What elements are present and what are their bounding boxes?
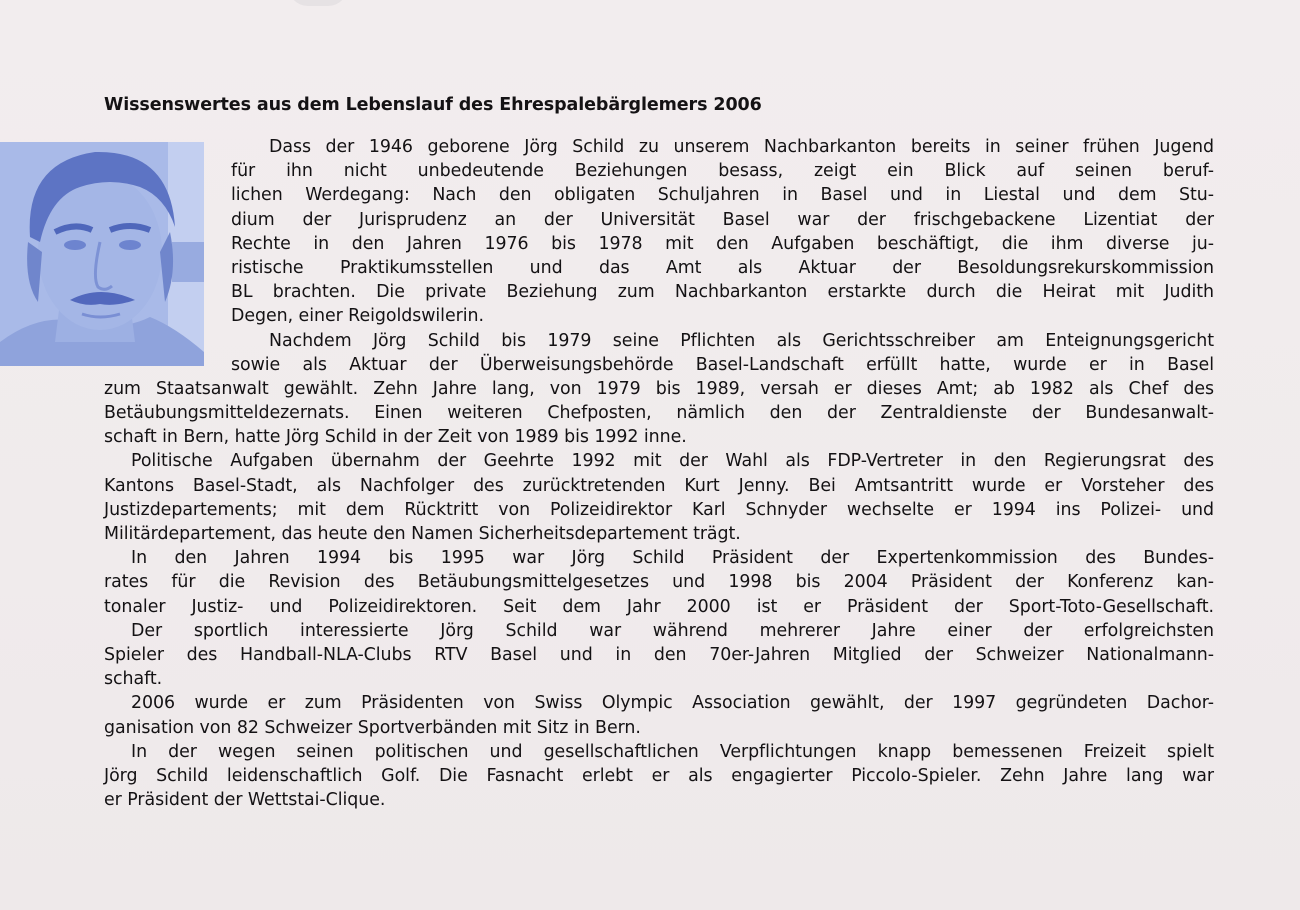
text-line: rates für die Revision des Betäubungsmittelgesetzes und 1998 bis 2004 Präsident der Konferenz kan- (104, 572, 1214, 593)
text-line: er Präsident der Wettstai-Clique. (104, 790, 386, 811)
text-line: Nachdem Jörg Schild bis 1979 seine Pflichten als Gerichtsschreiber am Enteignungsgericht (269, 330, 1214, 351)
text-line: sowie als Aktuar der Überweisungsbehörde Basel-Landschaft erfüllt hatte, wurde er in Basel (231, 354, 1214, 375)
text-line: Der sportlich interessierte Jörg Schild war während mehrerer Jahre einer der erfolgreichsten (131, 620, 1214, 641)
text-line: tonaler Justiz- und Polizeidirektoren. Seit dem Jahr 2000 ist er Präsident der Sport-Toto-Gesellschaft. (104, 596, 1214, 617)
text-line: Rechte in den Jahren 1976 bis 1978 mit den Aufgaben beschäftigt, die ihm diverse ju- (231, 233, 1214, 254)
text-line: schaft in Bern, hatte Jörg Schild in der Zeit von 1989 bis 1992 inne. (104, 427, 687, 448)
text-line: Jörg Schild leidenschaftlich Golf. Die Fasnacht erlebt er als engagierter Piccolo-Spieler. Zehn Jahre lang war (104, 765, 1214, 786)
text-line: In der wegen seinen politischen und gesellschaftlichen Verpflichtungen knapp bemessenen Freizeit spielt (131, 741, 1214, 762)
text-line: 2006 wurde er zum Präsidenten von Swiss Olympic Association gewählt, der 1997 gegründeten Dachor- (131, 693, 1214, 714)
text-line: lichen Werdegang: Nach den obligaten Schuljahren in Basel und in Liestal und dem Stu- (231, 185, 1214, 206)
text-line: zum Staatsanwalt gewählt. Zehn Jahre lang, von 1979 bis 1989, versah er dieses Amt; ab 1982 als Chef des (104, 378, 1214, 399)
text-line: Betäubungsmitteldezernats. Einen weiteren Chefposten, nämlich den der Zentraldienste der Bundesanwalt- (104, 403, 1214, 424)
text-line: Militärdepartement, das heute den Namen Sicherheitsdepartement trägt. (104, 524, 741, 544)
text-line: Dass der 1946 geborene Jörg Schild zu unserem Nachbarkanton bereits in seiner frühen Jugend (269, 137, 1214, 157)
text-line: Degen, einer Reigoldswilerin. (231, 306, 484, 327)
page-corner-mark (288, 0, 348, 6)
text-line: Kantons Basel-Stadt, als Nachfolger des zurücktretenden Kurt Jenny. Bei Amtsantritt wurde er Vorsteher des (104, 475, 1214, 496)
text-line: Politische Aufgaben übernahm der Geehrte 1992 mit der Wahl als FDP-Vertreter in den Regierungsrat des (131, 451, 1214, 472)
text-line: BL brachten. Die private Beziehung zum Nachbarkanton erstarkte durch die Heirat mit Judith (231, 282, 1214, 303)
biography-text (104, 135, 1214, 812)
text-line: ganisation von 82 Schweizer Sportverbänden mit Sitz in Bern. (104, 717, 641, 738)
text-line: für ihn nicht unbedeutende Beziehungen besass, zeigt ein Blick auf seinen beruf- (231, 161, 1214, 182)
text-line: Justizdepartements; mit dem Rücktritt von Polizeidirektor Karl Schnyder wechselte er 1994 ins Polizei- und (104, 499, 1214, 520)
text-line: ristische Praktikumsstellen und das Amt als Aktuar der Besoldungsrekurskommission (231, 257, 1214, 278)
page-heading: Wissenswertes aus dem Lebenslauf des Ehrespalebärglemers 2006 (104, 95, 762, 115)
text-line: In den Jahren 1994 bis 1995 war Jörg Schild Präsident der Expertenkommission des Bundes- (131, 548, 1214, 569)
text-line: dium der Jurisprudenz an der Universität Basel war der frischgebackene Lizentiat der (231, 209, 1214, 230)
text-line: schaft. (104, 669, 163, 690)
text-line: Spieler des Handball-NLA-Clubs RTV Basel und in den 70er-Jahren Mitglied der Schweizer Nationalmann- (104, 644, 1214, 665)
